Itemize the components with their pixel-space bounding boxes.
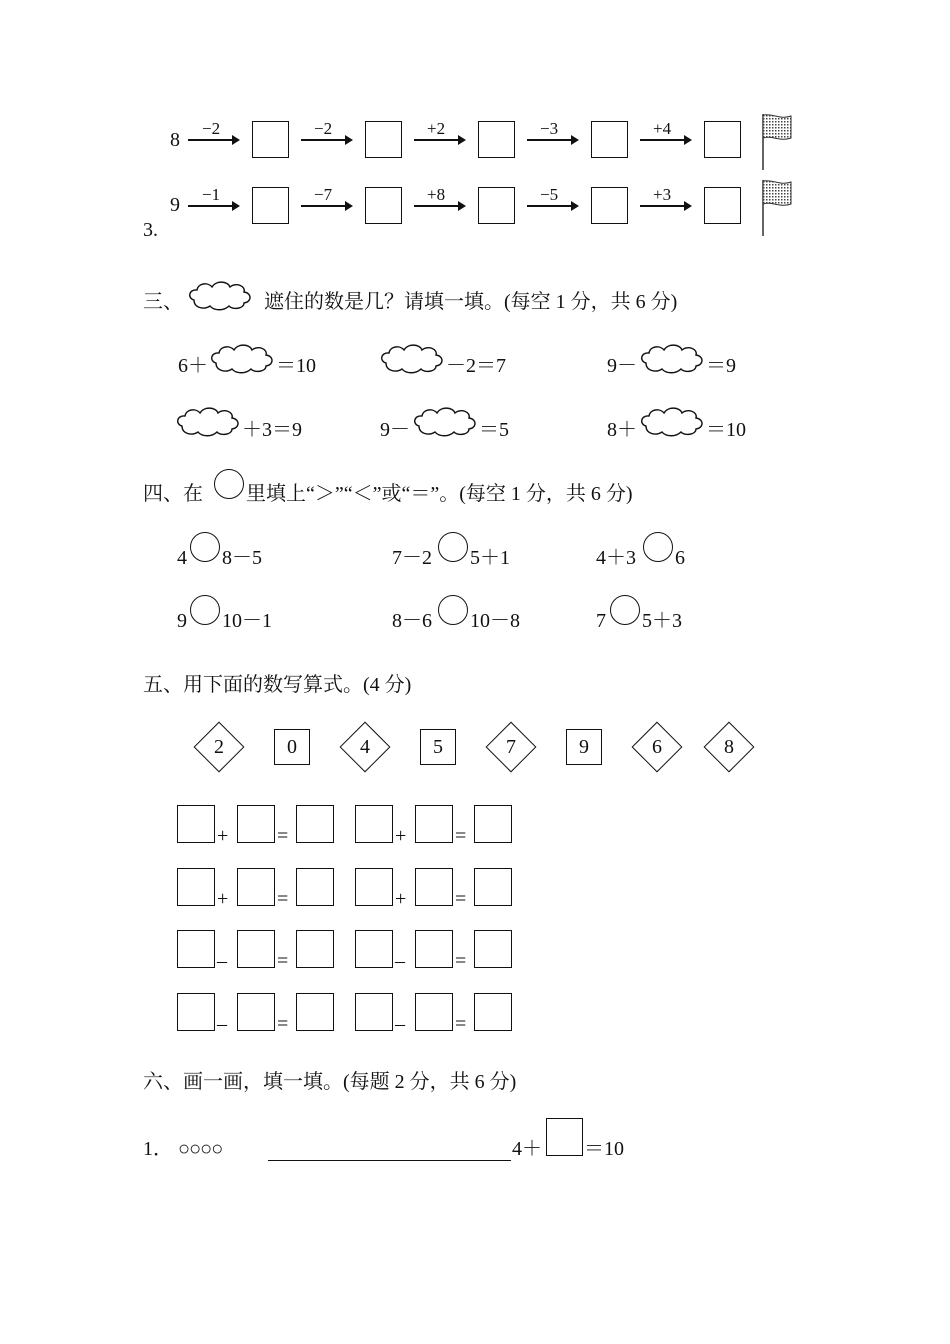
cloud-problem-after: ＝5 — [479, 419, 509, 441]
circle-icon — [214, 469, 244, 499]
cloud-problem-after: －2＝7 — [446, 355, 506, 377]
cloud-icon[interactable] — [638, 404, 706, 438]
cloud-icon — [186, 278, 254, 312]
operator: + — [217, 888, 229, 910]
item-number: 1． — [143, 1138, 173, 1160]
section-title: 遮住的数是几？请填一填。(每空 1 分，共 6 分) — [264, 291, 678, 313]
number-card-square: 0 — [274, 729, 310, 765]
equals: = — [455, 1013, 467, 1035]
equation-after: ＝10 — [584, 1138, 624, 1160]
cloud-problem-after: ＋3＝9 — [242, 419, 302, 441]
cloud-icon[interactable] — [638, 341, 706, 375]
chain-op: −2 — [314, 119, 333, 138]
compare-right: 5＋3 — [642, 610, 682, 632]
blank-box[interactable] — [177, 930, 215, 968]
section-title: 六、画一画，填一填。(每题 2 分，共 6 分) — [143, 1071, 517, 1093]
arrow-icon — [188, 205, 238, 207]
blank-box[interactable] — [296, 993, 334, 1031]
equals: = — [277, 950, 289, 972]
circle-icons: ○○○○ — [178, 1138, 223, 1160]
card-value: 2 — [214, 736, 224, 758]
blank-box[interactable] — [355, 805, 393, 843]
compare-left: 4＋3 — [596, 547, 636, 569]
compare-left: 7－2 — [392, 547, 432, 569]
blank-box[interactable] — [355, 868, 393, 906]
compare-circle[interactable] — [610, 595, 640, 625]
blank-box[interactable] — [296, 930, 334, 968]
compare-right: 6 — [675, 547, 685, 569]
card-value: 6 — [652, 736, 662, 758]
operator: – — [217, 1013, 227, 1035]
compare-left: 7 — [596, 610, 606, 632]
compare-circle[interactable] — [190, 595, 220, 625]
chain-op: +3 — [653, 185, 672, 204]
equals: = — [277, 825, 289, 847]
operator: + — [217, 825, 229, 847]
compare-right: 10－1 — [222, 610, 272, 632]
compare-left: 8－6 — [392, 610, 432, 632]
equals: = — [455, 825, 467, 847]
compare-circle[interactable] — [190, 532, 220, 562]
chain-op: −1 — [202, 185, 221, 204]
cloud-problem-before: 9－ — [607, 355, 637, 377]
answer-box[interactable] — [591, 187, 628, 224]
chain-op: +2 — [427, 119, 446, 138]
arrow-icon — [527, 139, 577, 141]
section-title: 里填上“＞”“＜”或“＝”。(每空 1 分，共 6 分) — [246, 483, 633, 505]
cloud-problem-before: 8＋ — [607, 419, 637, 441]
chain-start: 8 — [170, 129, 180, 151]
operator: + — [395, 888, 407, 910]
blank-box[interactable] — [355, 993, 393, 1031]
item-number: 3. — [143, 219, 158, 241]
arrow-icon — [527, 205, 577, 207]
blank-box[interactable] — [177, 993, 215, 1031]
cloud-icon[interactable] — [411, 404, 479, 438]
compare-left: 9 — [177, 610, 187, 632]
cloud-icon[interactable] — [174, 404, 242, 438]
blank-box[interactable] — [546, 1118, 583, 1156]
blank-box[interactable] — [474, 868, 512, 906]
blank-box[interactable] — [474, 930, 512, 968]
arrow-icon — [414, 205, 464, 207]
operator: – — [395, 1013, 405, 1035]
answer-box[interactable] — [365, 187, 402, 224]
blank-box[interactable] — [237, 993, 275, 1031]
answer-box[interactable] — [478, 121, 515, 158]
blank-box[interactable] — [237, 805, 275, 843]
compare-left: 4 — [177, 547, 187, 569]
operator: – — [395, 950, 405, 972]
arrow-icon — [414, 139, 464, 141]
compare-right: 5＋1 — [470, 547, 510, 569]
card-value: 4 — [360, 736, 370, 758]
chain-op: +4 — [653, 119, 672, 138]
answer-box[interactable] — [591, 121, 628, 158]
equals: = — [277, 888, 289, 910]
equals: = — [277, 1013, 289, 1035]
cloud-problem-after: ＝10 — [276, 355, 316, 377]
number-card-square: 5 — [420, 729, 456, 765]
blank-box[interactable] — [415, 930, 453, 968]
drawing-line[interactable] — [268, 1160, 511, 1161]
arrow-icon — [640, 205, 690, 207]
blank-box[interactable] — [415, 805, 453, 843]
answer-box[interactable] — [252, 187, 289, 224]
cloud-icon[interactable] — [378, 341, 446, 375]
cloud-icon[interactable] — [208, 341, 276, 375]
flag-icon — [760, 178, 794, 238]
answer-box[interactable] — [365, 121, 402, 158]
blank-box[interactable] — [355, 930, 393, 968]
compare-right: 10－8 — [470, 610, 520, 632]
blank-box[interactable] — [237, 930, 275, 968]
blank-box[interactable] — [415, 868, 453, 906]
answer-box[interactable] — [252, 121, 289, 158]
chain-op: −5 — [540, 185, 559, 204]
blank-box[interactable] — [177, 868, 215, 906]
blank-box[interactable] — [474, 805, 512, 843]
chain-op: −3 — [540, 119, 559, 138]
arrow-icon — [301, 139, 351, 141]
operator: + — [395, 825, 407, 847]
blank-box[interactable] — [177, 805, 215, 843]
arrow-icon — [640, 139, 690, 141]
section-prefix: 三、 — [143, 291, 183, 313]
card-value: 7 — [506, 736, 516, 758]
arrow-icon — [188, 139, 238, 141]
arrow-icon — [301, 205, 351, 207]
equation-before: 4＋ — [512, 1138, 542, 1160]
blank-box[interactable] — [296, 805, 334, 843]
equals: = — [455, 888, 467, 910]
compare-right: 8－5 — [222, 547, 262, 569]
equals: = — [455, 950, 467, 972]
chain-op: −7 — [314, 185, 333, 204]
answer-box[interactable] — [478, 187, 515, 224]
cloud-problem-before: 9－ — [380, 419, 410, 441]
compare-circle[interactable] — [643, 532, 673, 562]
blank-box[interactable] — [237, 868, 275, 906]
chain-op: +8 — [427, 185, 446, 204]
cloud-problem-after: ＝10 — [706, 419, 746, 441]
cloud-problem-before: 6＋ — [178, 355, 208, 377]
blank-box[interactable] — [474, 993, 512, 1031]
blank-box[interactable] — [296, 868, 334, 906]
cloud-problem-after: ＝9 — [706, 355, 736, 377]
answer-box[interactable] — [704, 187, 741, 224]
compare-circle[interactable] — [438, 595, 468, 625]
flag-icon — [760, 112, 794, 172]
chain-op: −2 — [202, 119, 221, 138]
answer-box[interactable] — [704, 121, 741, 158]
compare-circle[interactable] — [438, 532, 468, 562]
section-title: 五、用下面的数写算式。(4 分) — [143, 674, 412, 696]
chain-start: 9 — [170, 194, 180, 216]
operator: – — [217, 950, 227, 972]
section-prefix: 四、在 — [143, 483, 203, 505]
number-card-square: 9 — [566, 729, 602, 765]
blank-box[interactable] — [415, 993, 453, 1031]
card-value: 8 — [724, 736, 734, 758]
